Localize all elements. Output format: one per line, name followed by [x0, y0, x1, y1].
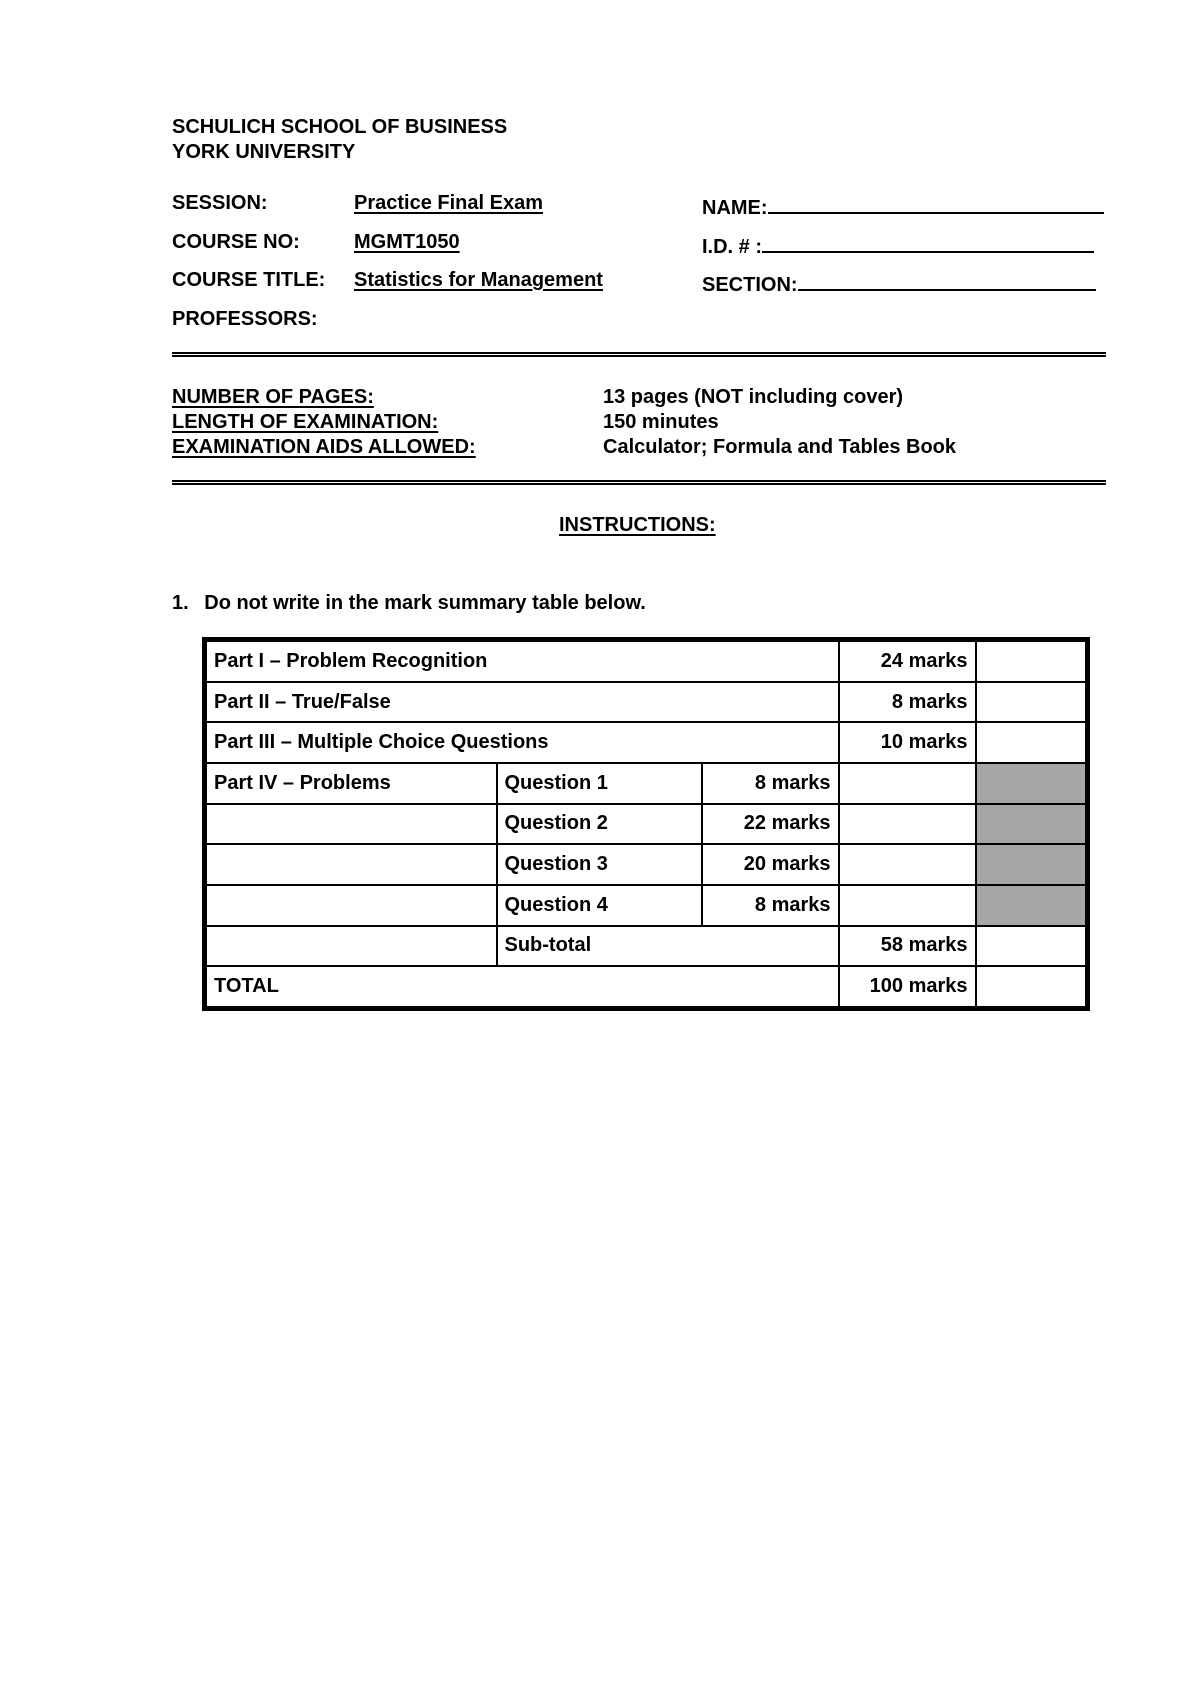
table-row [205, 885, 1088, 926]
part4-label: Part IV – Problems [205, 763, 497, 804]
pages-value: 13 pages (NOT including cover) [603, 386, 904, 408]
subtotal-marks: 58 marks [839, 926, 976, 967]
id-field[interactable] [702, 231, 1094, 259]
empty-cell [205, 885, 497, 926]
part3-score-cell [976, 722, 1088, 763]
section-label: SECTION: [702, 274, 798, 296]
instruction-number: 1. [172, 592, 189, 614]
table-row [205, 966, 1088, 1008]
professors-label: PROFESSORS: [172, 308, 318, 330]
question-score-cell [839, 763, 976, 804]
table-row [205, 926, 1088, 967]
question-marks: 20 marks [702, 844, 839, 885]
course-title-label: COURSE TITLE: [172, 269, 326, 291]
empty-cell [205, 844, 497, 885]
question-marks: 8 marks [702, 885, 839, 926]
question-label: Question 4 [497, 885, 702, 926]
session-value: Practice Final Exam [354, 192, 543, 214]
part1-score-cell [976, 640, 1088, 682]
table-row [205, 722, 1088, 763]
name-label: NAME: [702, 197, 768, 219]
length-value: 150 minutes [603, 411, 719, 433]
table-row [205, 763, 1088, 804]
part3-label: Part III – Multiple Choice Questions [205, 722, 839, 763]
total-label: TOTAL [205, 966, 839, 1008]
total-marks: 100 marks [839, 966, 976, 1008]
part2-label: Part II – True/False [205, 682, 839, 723]
question-score-cell [839, 844, 976, 885]
instruction-text: Do not write in the mark summary table below. [204, 592, 646, 614]
section-blank[interactable] [798, 269, 1096, 291]
aids-value: Calculator; Formula and Tables Book [603, 436, 957, 458]
question-marks: 8 marks [702, 763, 839, 804]
empty-cell [205, 804, 497, 845]
table-row [205, 804, 1088, 845]
part1-label: Part I – Problem Recognition [205, 640, 839, 682]
instructions-heading: INSTRUCTIONS: [559, 514, 716, 536]
shaded-cell [976, 885, 1088, 926]
question-marks: 22 marks [702, 804, 839, 845]
question-score-cell [839, 804, 976, 845]
table-row [205, 844, 1088, 885]
double-rule-top [172, 352, 1106, 357]
table-row [205, 682, 1088, 723]
part2-marks: 8 marks [839, 682, 976, 723]
part1-marks: 24 marks [839, 640, 976, 682]
instruction-item-1 [172, 592, 646, 615]
shaded-cell [976, 804, 1088, 845]
total-score-cell [976, 966, 1088, 1008]
university-name: YORK UNIVERSITY [172, 141, 356, 163]
course-no-label: COURSE NO: [172, 231, 300, 253]
empty-cell [205, 926, 497, 967]
id-blank[interactable] [762, 231, 1094, 253]
question-label: Question 1 [497, 763, 702, 804]
session-label: SESSION: [172, 192, 268, 214]
part2-score-cell [976, 682, 1088, 723]
shaded-cell [976, 763, 1088, 804]
section-field[interactable] [702, 269, 1096, 297]
question-label: Question 3 [497, 844, 702, 885]
mark-summary-table [202, 637, 1090, 1011]
course-title-value: Statistics for Management [354, 269, 603, 291]
double-rule-bottom [172, 480, 1106, 485]
id-label: I.D. # : [702, 236, 763, 258]
part3-marks: 10 marks [839, 722, 976, 763]
aids-label: EXAMINATION AIDS ALLOWED: [172, 436, 476, 458]
length-label: LENGTH OF EXAMINATION: [172, 411, 439, 433]
question-score-cell [839, 885, 976, 926]
shaded-cell [976, 844, 1088, 885]
pages-label: NUMBER OF PAGES: [172, 386, 374, 408]
school-name: SCHULICH SCHOOL OF BUSINESS [172, 116, 508, 138]
subtotal-score-cell [976, 926, 1088, 967]
name-blank[interactable] [768, 192, 1104, 214]
table-row [205, 640, 1088, 682]
question-label: Question 2 [497, 804, 702, 845]
subtotal-label: Sub-total [497, 926, 839, 967]
name-field[interactable] [702, 192, 1104, 220]
course-no-value: MGMT1050 [354, 231, 460, 253]
